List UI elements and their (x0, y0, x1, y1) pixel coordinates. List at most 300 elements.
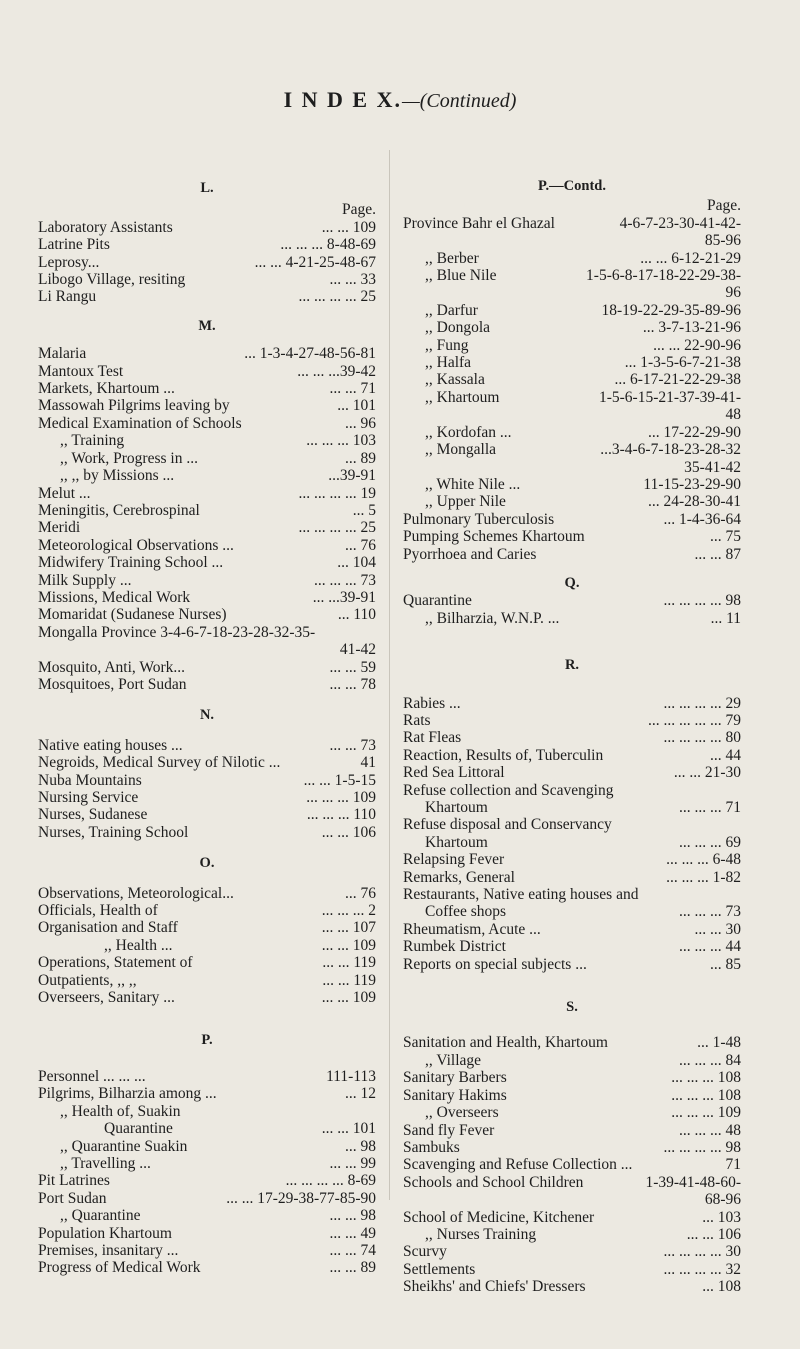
entry-pages: ... ... 101 (321, 1120, 376, 1138)
entry-term: Refuse disposal and Conservancy (403, 816, 612, 834)
index-entry (38, 363, 376, 380)
entry-pages: ... ... 74 (329, 1241, 376, 1259)
entry-term: Missions, Medical Work (38, 588, 191, 606)
index-entry (403, 1052, 741, 1069)
entry-pages: ... ... ... 8-48-69 (280, 236, 376, 254)
index-entry (403, 729, 741, 746)
entry-pages: ... 104 (337, 554, 376, 572)
index-entry (38, 754, 376, 771)
index-entry (38, 1120, 376, 1137)
entry-pages: ...3-4-6-7-18-23-28-32 (600, 441, 741, 459)
entry-pages: ... ... ... 73 (314, 571, 376, 589)
entry-pages: ... 101 (337, 397, 376, 415)
index-entry (38, 989, 376, 1006)
left-index-column (38, 170, 376, 1277)
entry-term: Sambuks (403, 1138, 460, 1156)
entry-term: Momaridat (Sudanese Nurses) (38, 606, 227, 624)
entry-pages: ... 1-3-5-6-7-21-38 (624, 354, 741, 372)
entry-term: ,, White Nile ... (425, 475, 521, 493)
entry-term: Port Sudan (38, 1189, 107, 1207)
page-column-header: Page. (341, 201, 376, 219)
entry-term: Khartoum (425, 833, 488, 851)
entry-term: ,, Health of, Suakin (60, 1102, 181, 1120)
index-entry (403, 250, 741, 267)
entry-pages: ... 6-17-21-22-29-38 (614, 371, 741, 389)
entry-pages: ... ... ... ... 30 (663, 1243, 741, 1261)
entry-pages: ... ... ... 69 (679, 833, 741, 851)
right-index-column (403, 170, 741, 1296)
index-entry (403, 424, 741, 441)
index-entry (38, 824, 376, 841)
index-entry (38, 450, 376, 467)
entry-pages: ... ... ... ... 32 (663, 1260, 741, 1278)
entry-term: Relapsing Fever (403, 851, 505, 869)
index-entry (403, 337, 741, 354)
entry-term: ,, Bilharzia, W.N.P. ... (425, 609, 560, 627)
index-entry (38, 1155, 376, 1172)
entry-term: Rheumatism, Acute ... (403, 920, 541, 938)
entry-pages: ... 11 (710, 609, 741, 627)
entry-pages: ... ... 78 (329, 675, 376, 693)
index-entry (38, 537, 376, 554)
entry-pages: ... ... ... 84 (679, 1051, 741, 1069)
entry-term: Sanitation and Health, Khartoum (403, 1034, 608, 1052)
section-heading: R. (564, 657, 580, 674)
entry-pages: ... 89 (345, 449, 376, 467)
index-entry (403, 1278, 741, 1295)
entry-pages: ... 1-3-4-27-48-56-81 (244, 345, 376, 363)
entry-pages: ... ... 109 (321, 989, 376, 1007)
entry-term: Native eating houses ... (38, 736, 183, 754)
section-heading: Q. (564, 574, 580, 591)
index-entry (403, 956, 741, 973)
entry-term: Personnel ... ... ... (38, 1067, 146, 1085)
entry-term: Refuse collection and Scavenging (403, 781, 614, 799)
entry-pages: ... 1-48 (697, 1034, 741, 1052)
entry-term: ,, Overseers (425, 1104, 499, 1122)
entry-term: ,, Health ... (104, 936, 173, 954)
index-entry (38, 624, 376, 641)
entry-continuation: 48 (725, 406, 741, 424)
index-entry (38, 789, 376, 806)
index-entry (403, 1087, 741, 1104)
index-entry (38, 345, 376, 362)
entry-pages: ... ... 119 (322, 954, 376, 972)
entry-pages: ... ... 87 (694, 545, 741, 563)
entry-term: ,, Fung (425, 336, 469, 354)
entry-pages: 1-39-41-48-60- (645, 1173, 741, 1191)
entry-term: Li Rangu (38, 288, 97, 306)
entry-pages: ... ... 98 (329, 1207, 376, 1225)
entry-pages: ... ... 99 (329, 1154, 376, 1172)
entry-pages: ... ... 89 (329, 1259, 376, 1277)
index-entry (403, 764, 741, 781)
entry-pages: ... 76 (345, 884, 376, 902)
entry-pages: ... 3-7-13-21-96 (642, 319, 741, 337)
index-entry (38, 467, 376, 484)
index-entry (403, 782, 741, 799)
entry-term: Libogo Village, resiting (38, 271, 186, 289)
index-entry (38, 972, 376, 989)
index-entry (38, 1068, 376, 1085)
entry-term: Settlements (403, 1260, 476, 1278)
index-entry (38, 572, 376, 589)
index-entry (38, 1207, 376, 1224)
entry-pages: ... ... ... 103 (306, 432, 376, 450)
entry-pages: ... ... 1-5-15 (303, 771, 376, 789)
entry-term: Nursing Service (38, 789, 139, 806)
entry-pages: ... ... 109 (321, 936, 376, 954)
index-entry (38, 737, 376, 754)
index-entry (38, 1225, 376, 1242)
index-entry (403, 610, 741, 627)
entry-term: Pumping Schemes Khartoum (403, 528, 585, 546)
entry-pages: ... 98 (345, 1137, 376, 1155)
index-entry (403, 441, 741, 458)
index-entry (403, 834, 741, 851)
entry-pages: ... ... 106 (686, 1225, 741, 1243)
entry-pages: ... ... ... 109 (671, 1104, 741, 1122)
entry-term: ,, Upper Nile (425, 493, 506, 511)
entry-term: Mosquito, Anti, Work... (38, 658, 186, 676)
entry-pages: ... ... 106 (321, 823, 376, 841)
index-entry (403, 1261, 741, 1278)
index-entry (403, 389, 741, 406)
entry-term: Leprosy... (38, 253, 100, 271)
entry-term: Rats (403, 711, 431, 729)
entry-pages: ... ... 21-30 (673, 764, 741, 782)
entry-term: ,, Berber (425, 249, 479, 267)
entry-term: Quarantine (403, 592, 472, 610)
entry-pages: ...39-91 (328, 467, 376, 485)
index-entry (38, 1242, 376, 1259)
entry-pages: ... 1-4-36-64 (663, 510, 741, 528)
entry-term: Reaction, Results of, Tuberculin (403, 746, 604, 764)
entry-pages: ... ... ... 2 (321, 902, 376, 920)
entry-pages: 71 (725, 1156, 741, 1174)
index-entry (38, 254, 376, 271)
section-heading: P.—Contd. (538, 178, 606, 194)
index-entry (38, 415, 376, 432)
entry-pages: ... ... ... 6-48 (666, 851, 741, 869)
entry-pages: ... ... ... ... 19 (298, 484, 376, 502)
entry-pages: ... ... ... 109 (306, 789, 376, 806)
entry-pages: 111-113 (326, 1067, 376, 1085)
section-heading: L. (200, 180, 214, 196)
index-entry (403, 816, 741, 833)
index-entry (38, 1138, 376, 1155)
entry-term: Population Khartoum (38, 1224, 172, 1242)
section-heading: M. (198, 317, 216, 334)
entry-pages: ... ... ... 108 (671, 1086, 741, 1104)
entry-term: Observations, Meteorological... (38, 884, 234, 902)
entry-term: ,, Quarantine (60, 1207, 141, 1225)
entry-pages: ... ...39-91 (312, 588, 376, 606)
index-entry (403, 886, 741, 903)
entry-term: Sanitary Hakims (403, 1086, 507, 1104)
entry-term: Coffee shops (425, 903, 507, 921)
index-entry (38, 806, 376, 823)
entry-pages: 18-19-22-29-35-89-96 (601, 301, 741, 319)
index-entry (38, 288, 376, 305)
entry-term: Overseers, Sanitary ... (38, 989, 175, 1007)
entry-term: Mantoux Test (38, 362, 124, 380)
entry-pages: ... 24-28-30-41 (648, 493, 741, 511)
entry-term: Nurses, Training School (38, 823, 189, 841)
entry-term: School of Medicine, Kitchener (403, 1208, 595, 1226)
entry-term: Nuba Mountains (38, 771, 142, 789)
entry-pages: ... ... ... ... 8-69 (285, 1172, 376, 1190)
index-entry (403, 302, 741, 319)
index-entry (403, 695, 741, 712)
index-entry (38, 606, 376, 623)
section-heading: O. (199, 855, 215, 872)
entry-term: Midwifery Training School ... (38, 554, 224, 572)
entry-term: Organisation and Staff (38, 919, 178, 937)
section-heading: N. (199, 707, 215, 724)
entry-pages: ... 44 (710, 746, 741, 764)
entry-term: Latrine Pits (38, 236, 110, 254)
index-entry (403, 319, 741, 336)
entry-term: Province Bahr el Ghazal (403, 214, 555, 232)
entry-continuation: 41-42 (339, 641, 376, 659)
entry-pages: ... ... ... ... 29 (663, 694, 741, 712)
entry-pages: ... ... ... 1-82 (666, 868, 741, 886)
entry-pages: ... 103 (702, 1208, 741, 1226)
entry-term: Pulmonary Tuberculosis (403, 510, 555, 528)
index-entry (38, 937, 376, 954)
entry-term: Milk Supply ... (38, 571, 132, 589)
entry-term: ,, Quarantine Suakin (60, 1137, 188, 1155)
entry-term: ,, Kordofan ... (425, 423, 512, 441)
entry-term: Malaria (38, 345, 87, 363)
entry-pages: ... ... ... 44 (679, 938, 741, 956)
index-entry (403, 938, 741, 955)
entry-pages: 4-6-7-23-30-41-42- (619, 214, 741, 232)
entry-term: Progress of Medical Work (38, 1259, 201, 1277)
index-entry (403, 799, 741, 816)
entry-pages: ... ... ... ... 25 (298, 288, 376, 306)
entry-term: Scavenging and Refuse Collection ... (403, 1156, 633, 1174)
entry-pages: ... ... ... 71 (679, 799, 741, 816)
index-entry (403, 1122, 741, 1139)
entry-term: Khartoum (425, 799, 488, 816)
entry-term: ,, Halfa (425, 354, 472, 372)
index-entry (38, 554, 376, 571)
index-entry (38, 271, 376, 288)
entry-term: Negroids, Medical Survey of Nilotic ... (38, 754, 281, 772)
entry-pages: ... ... ... ... ... 79 (648, 711, 741, 729)
index-entry (38, 519, 376, 536)
entry-term: Mosquitoes, Port Sudan (38, 675, 187, 693)
index-entry (403, 528, 741, 545)
entry-term: Meridi (38, 519, 81, 537)
entry-term: ,, Darfur (425, 301, 478, 319)
index-entry (38, 1103, 376, 1120)
entry-term: Rat Fleas (403, 729, 462, 747)
entry-pages: ... ... 71 (329, 380, 376, 398)
entry-term: Officials, Health of (38, 902, 158, 920)
entry-pages: ... ... 4-21-25-48-67 (254, 253, 376, 271)
index-entry (403, 1209, 741, 1226)
entry-term: Melut ... (38, 484, 91, 502)
section-heading: S. (566, 999, 578, 1016)
entry-pages: ... ... 30 (694, 920, 741, 938)
entry-pages: ... ... ... ... 25 (298, 519, 376, 537)
entry-term: Pilgrims, Bilharzia among ... (38, 1085, 217, 1103)
entry-pages: ... 17-22-29-90 (648, 423, 741, 441)
entry-term: ,, Nurses Training (425, 1225, 537, 1243)
entry-pages: 1-5-6-8-17-18-22-29-38- (586, 267, 741, 285)
index-entry (403, 1139, 741, 1156)
entry-term: ,, Blue Nile (425, 267, 497, 285)
entry-term: Outpatients, ,, ,, (38, 971, 137, 989)
entry-term: Markets, Khartoum ... (38, 380, 175, 398)
entry-term: Quarantine (104, 1120, 173, 1138)
index-entry (38, 502, 376, 519)
index-entry (38, 1085, 376, 1102)
index-entry (403, 493, 741, 510)
index-entry (403, 712, 741, 729)
entry-term: ,, Work, Progress in ... (60, 449, 198, 467)
entry-pages: ... 5 (352, 501, 376, 519)
index-entry (403, 592, 741, 609)
index-entry (38, 1172, 376, 1189)
entry-term: Laboratory Assistants (38, 218, 173, 236)
page-column-header: Page. (706, 197, 741, 215)
index-subtitle: —(Continued) (401, 90, 517, 112)
entry-pages: 41 (360, 754, 376, 772)
entry-continuation: 85-96 (704, 232, 741, 250)
entry-term: ,, ,, by Missions ... (60, 467, 175, 485)
entry-pages: ... 110 (337, 606, 376, 624)
index-entry (403, 267, 741, 284)
index-entry (403, 215, 741, 232)
entry-term: Restaurants, Native eating houses and (403, 886, 639, 904)
entry-term: Premises, insanitary ... (38, 1241, 179, 1259)
entry-pages: ... ... ... ... 98 (663, 592, 741, 610)
page-title (0, 87, 800, 113)
entry-pages: ... ... ... 110 (306, 806, 376, 824)
index-entry (38, 902, 376, 919)
entry-term: Meteorological Observations ... (38, 536, 234, 554)
index-entry (38, 659, 376, 676)
index-entry (403, 1243, 741, 1260)
index-entry (403, 1226, 741, 1243)
entry-pages: ... 76 (345, 536, 376, 554)
entry-pages: ... ... 49 (329, 1224, 376, 1242)
index-entry (403, 1174, 741, 1191)
entry-term: ,, Travelling ... (60, 1154, 151, 1172)
entry-term: Red Sea Littoral (403, 764, 505, 782)
entry-term: Pit Latrines (38, 1172, 110, 1190)
index-entry (38, 676, 376, 693)
entry-term: Sanitary Barbers (403, 1069, 507, 1087)
entry-pages: ... 75 (710, 528, 741, 546)
index-entry (403, 354, 741, 371)
entry-term: Pyorrhoea and Caries (403, 545, 537, 563)
entry-term: ,, Khartoum (425, 388, 500, 406)
entry-term: Operations, Statement of (38, 954, 193, 972)
index-entry (38, 772, 376, 789)
entry-term: Massowah Pilgrims leaving by (38, 397, 230, 415)
index-entry (38, 589, 376, 606)
entry-pages: ... ... ...39-42 (297, 362, 376, 380)
entry-pages: ... ... 33 (329, 271, 376, 289)
entry-pages: ... ... ... ... 80 (663, 729, 741, 747)
index-entry (38, 485, 376, 502)
entry-pages: ... ... ... 73 (679, 903, 741, 921)
index-entry (38, 380, 376, 397)
entry-term: Scurvy (403, 1243, 447, 1261)
entry-term: Nurses, Sudanese (38, 806, 148, 824)
index-entry (403, 903, 741, 920)
entry-term: Mongalla Province 3-4-6-7-18-23-28-32-35- (38, 623, 316, 641)
entry-pages: ... ... 59 (329, 658, 376, 676)
index-entry (403, 371, 741, 388)
entry-term: ,, Training (60, 432, 125, 450)
index-entry (38, 885, 376, 902)
index-entry (403, 1034, 741, 1051)
index-title: I N D E X. (283, 87, 402, 112)
index-entry (403, 851, 741, 868)
index-entry (403, 869, 741, 886)
entry-pages: ... 108 (702, 1278, 741, 1296)
entry-pages: ... ... 73 (329, 736, 376, 754)
entry-term: Medical Examination of Schools (38, 414, 242, 432)
entry-pages: ... ... 22-90-96 (653, 336, 741, 354)
entry-pages: ... ... 109 (321, 218, 376, 236)
index-entry (403, 921, 741, 938)
entry-pages: 11-15-23-29-90 (643, 475, 741, 493)
entry-term: Sand fly Fever (403, 1121, 495, 1139)
index-entry (403, 747, 741, 764)
entry-term: ,, Village (425, 1051, 482, 1069)
index-entry (38, 236, 376, 253)
entry-pages: 1-5-6-15-21-37-39-41- (598, 388, 741, 406)
entry-pages: ... ... 6-12-21-29 (640, 249, 741, 267)
entry-term: Sheikhs' and Chiefs' Dressers (403, 1278, 586, 1296)
entry-pages: ... 85 (710, 955, 741, 973)
entry-pages: ... ... 107 (321, 919, 376, 937)
index-entry (38, 397, 376, 414)
index-entry (38, 432, 376, 449)
entry-pages: ... ... ... ... 98 (663, 1138, 741, 1156)
index-entry (38, 954, 376, 971)
entry-term: Schools and School Children (403, 1173, 584, 1191)
entry-continuation: 68-96 (704, 1191, 741, 1209)
entry-continuation: 96 (725, 284, 741, 302)
index-entry (403, 511, 741, 528)
entry-pages: ... ... 119 (322, 971, 376, 989)
entry-pages: ... ... ... 48 (679, 1121, 741, 1139)
section-heading: P. (201, 1032, 213, 1049)
index-entry (403, 476, 741, 493)
entry-term: ,, Kassala (425, 371, 485, 389)
index-entry (38, 1259, 376, 1276)
index-entry (403, 1156, 741, 1173)
entry-pages: ... 96 (345, 414, 376, 432)
entry-term: Remarks, General (403, 868, 515, 886)
index-entry (403, 546, 741, 563)
index-entry (38, 919, 376, 936)
entry-pages: ... 12 (345, 1085, 376, 1103)
entry-term: ,, Dongola (425, 319, 491, 337)
entry-pages: ... ... ... 108 (671, 1069, 741, 1087)
index-entry (403, 1069, 741, 1086)
index-entry (38, 219, 376, 236)
entry-term: ,, Mongalla (425, 441, 497, 459)
